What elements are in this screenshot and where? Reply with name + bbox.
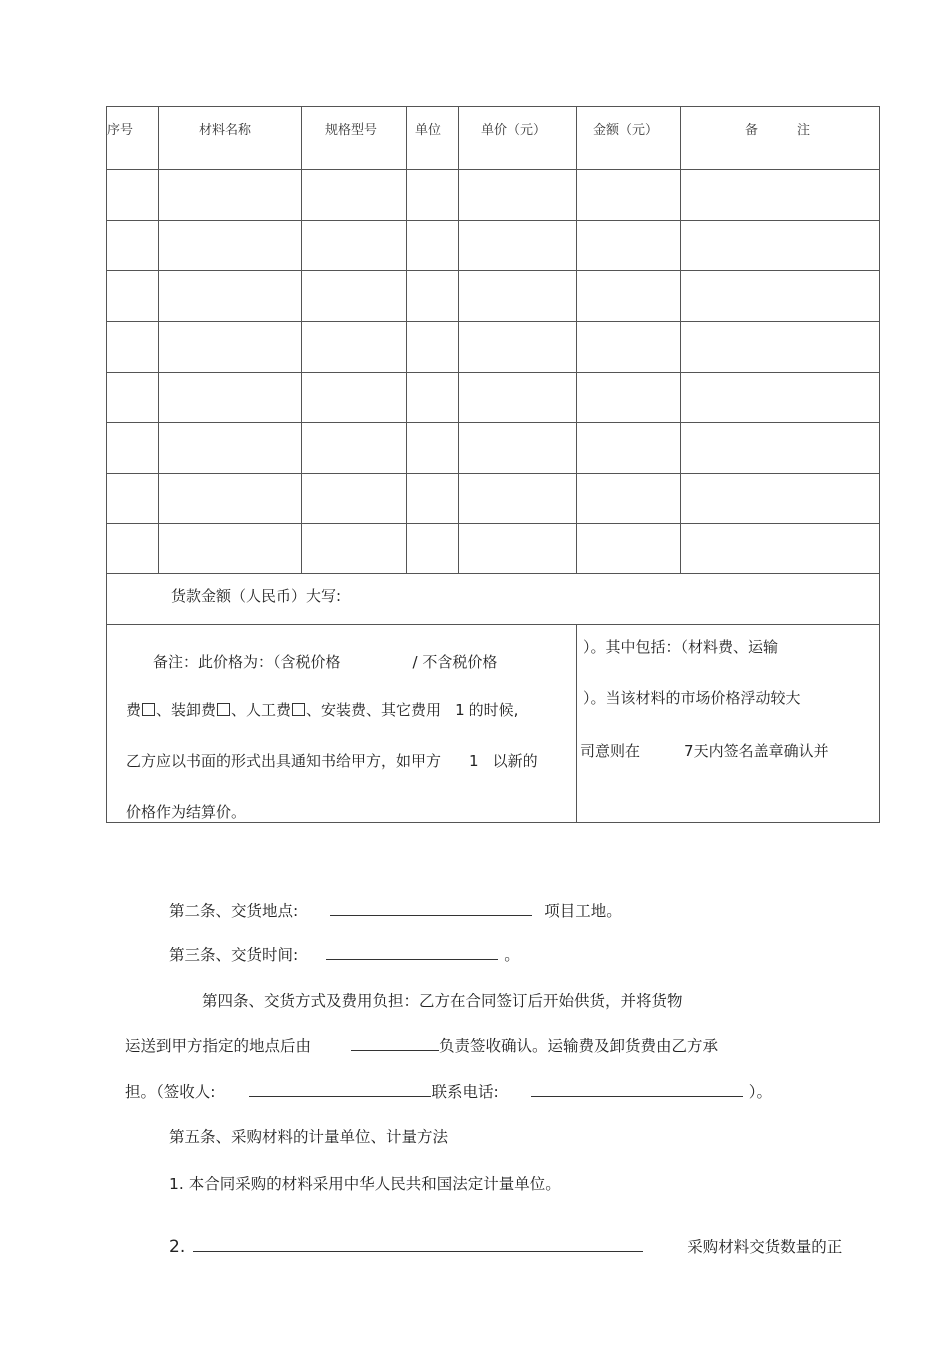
note-left-line3: 乙方应以书面的形式出具通知书给甲方，如甲方 1 以新的	[126, 752, 538, 770]
quantity-method-field[interactable]	[193, 1235, 643, 1252]
table-row-divider	[107, 422, 879, 423]
note-right-line3: 司意则在 7天内签名盖章确认并	[580, 742, 829, 760]
table-row-divider	[107, 169, 879, 170]
header-unit-price: 单价（元）	[481, 123, 547, 138]
table-row-divider	[107, 220, 879, 221]
table-row-divider	[107, 270, 879, 271]
note-right-line2: ）。当该材料的市场价格浮动较大	[583, 689, 801, 707]
clause-4-line2: 运送到甲方指定的地点后由 负责签收确认。运输费及卸货费由乙方承	[125, 1034, 718, 1056]
clause-5-item-2: 2. 采购材料交货数量的正	[169, 1237, 843, 1257]
note-left-line4: 价格作为结算价。	[126, 803, 247, 821]
table-row-divider	[107, 573, 879, 574]
clause-5-title: 第五条、采购材料的计量单位、计量方法	[169, 1128, 449, 1146]
table-col-divider	[680, 107, 681, 573]
note-left-line1: 备注：此价格为：（含税价格 / 不含税价格	[153, 653, 498, 671]
checkbox-labor-fee[interactable]	[292, 703, 305, 716]
receiver-name-field[interactable]	[249, 1080, 431, 1097]
clause-2: 第二条、交货地点: 项目工地。	[169, 899, 622, 921]
header-remarks: 备 注	[745, 123, 811, 138]
table-row-divider	[107, 321, 879, 322]
receiver-party-field[interactable]	[351, 1034, 439, 1051]
header-material-name: 材料名称	[199, 123, 252, 138]
header-spec-model: 规格型号	[325, 123, 378, 138]
table-col-divider	[158, 107, 159, 573]
clause-4-line3: 担。（签收人: 联系电话: ）。	[125, 1080, 772, 1102]
header-serial: 序号	[107, 123, 134, 138]
table-col-divider	[406, 107, 407, 573]
header-amount: 金额（元）	[593, 123, 659, 138]
note-left-line2: 费 、装卸费 、人工费 、安装费、其它费用 1 的时候,	[126, 701, 519, 719]
table-row-divider	[107, 624, 879, 625]
total-amount-label: 货款金额（人民币）大写:	[171, 587, 342, 605]
table-col-divider	[576, 107, 577, 573]
delivery-time-field[interactable]	[326, 943, 498, 960]
clause-3: 第三条、交货时间: 。	[169, 943, 520, 965]
table-row-divider	[107, 372, 879, 373]
clause-5-item-1: 1. 本合同采购的材料采用中华人民共和国法定计量单位。	[169, 1175, 561, 1193]
clause-4-line1: 第四条、交货方式及费用负担：乙方在合同签订后开始供货，并将货物	[202, 992, 683, 1010]
table-row-divider	[107, 473, 879, 474]
table-col-divider	[301, 107, 302, 573]
delivery-location-field[interactable]	[330, 899, 532, 916]
header-unit: 单位	[415, 123, 442, 138]
checkbox-handling-fee[interactable]	[217, 703, 230, 716]
checkbox-material-fee[interactable]	[142, 703, 155, 716]
table-row-divider	[107, 523, 879, 524]
note-right-line1: ）。其中包括：（材料费、运输	[583, 638, 779, 656]
table-col-divider	[458, 107, 459, 573]
phone-field[interactable]	[531, 1080, 743, 1097]
notes-col-divider	[576, 624, 577, 822]
materials-table	[106, 106, 880, 823]
